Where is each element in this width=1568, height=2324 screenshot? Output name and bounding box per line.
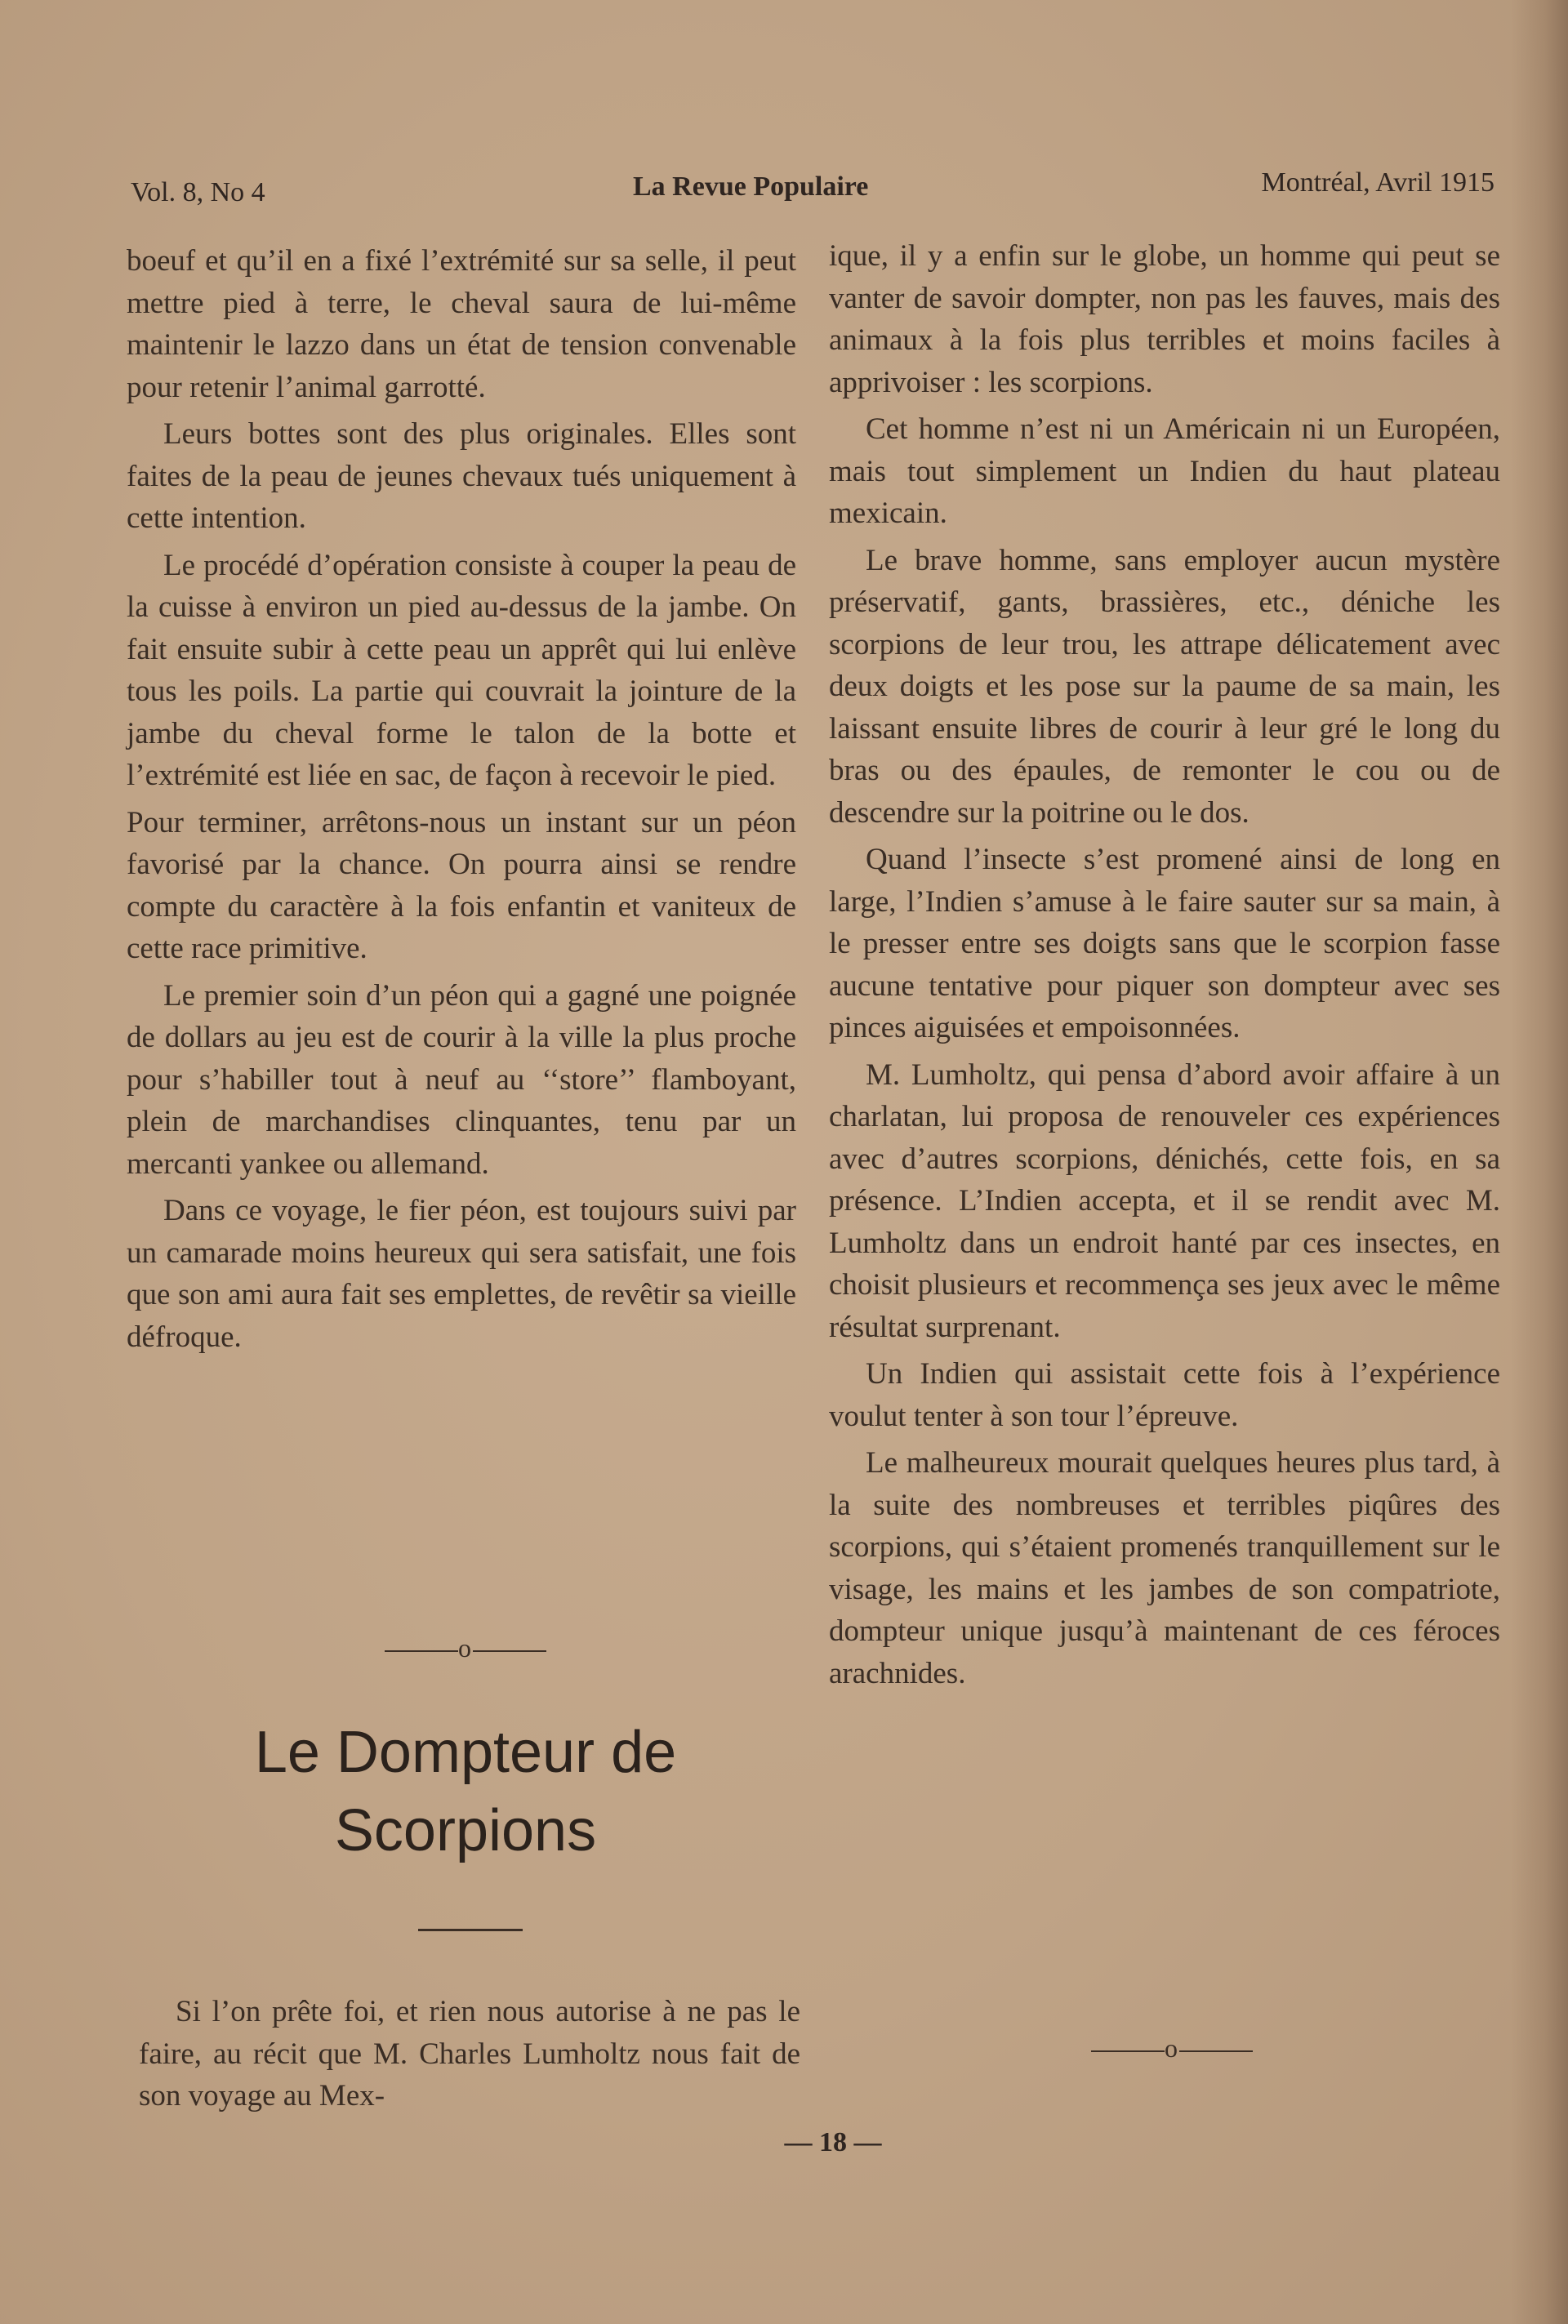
page-edge-shadow: [1511, 0, 1568, 2324]
publication-title: La Revue Populaire: [633, 171, 869, 202]
separator-rule-right: [1179, 2050, 1253, 2052]
right-column: [829, 235, 1500, 1694]
right-section-separator: [1058, 2033, 1286, 2064]
left-paragraph-3: Le procédé d’opération consiste à couper la peau de la cuisse à environ un pied au-dessus de la jambe. On fait ensuite subir à cette peau un apprêt qui lui enlève tous les poils. La partie qui couvrait la jointure de la jambe du cheval forme le talon de la botte et l’extrémité est liée en sac, de façon à recevoir le pied.: [127, 548, 796, 792]
page-header: [131, 167, 1494, 216]
right-paragraph-7: Le malheureux mourait quelques heures plus tard, à la suite des nombreuses et terribles piqûres des scorpions, qui s’étaient promenés tranquillement sur le visage, les mains et les jambes de son compatriote, dompteur unique jusqu’à maintenant de ces féroces arachnides.: [829, 1446, 1500, 1690]
volume-number: Vol. 8, No 4: [131, 177, 265, 207]
left-paragraph-5: Le premier soin d’un péon qui a gagné une poignée de dollars au jeu est de courir à la ville la plus proche pour s’habiller tout à neuf au ‘‘store’’ flamboyant, plein de marchandises clinquantes, tenu par un mercanti yankee ou allemand.: [127, 978, 796, 1181]
article-intro-column: [139, 1991, 800, 2117]
page-footer: — 18 —: [784, 2127, 882, 2157]
right-paragraph-5: M. Lumholtz, qui pensa d’abord avoir affaire à un charlatan, lui proposa de renouveler ces expériences avec d’autres scorpions, dénichés, cette fois, en sa présence. L’Indien accepta, et il se rendit avec M. Lumholtz dans un endroit hanté par ces insectes, en choisit plusieurs et recommença ses jeux avec le même résultat surprenant.: [829, 1057, 1500, 1344]
right-paragraph-2: Cet homme n’est ni un Américain ni un Européen, mais tout simplement un Indien du haut plateau mexicain.: [829, 412, 1500, 530]
title-underline: [418, 1929, 523, 1931]
page-number: 18: [819, 2127, 847, 2157]
separator-mark: o: [458, 1633, 473, 1663]
left-paragraph-6: Dans ce voyage, le fier péon, est toujours suivi par un camarade moins heureux qui sera satisfait, une fois que son ami aura fait ses emplettes, de revêtir sa vieille défroque.: [127, 1194, 796, 1354]
right-paragraph-6: Un Indien qui assistait cette fois à l’expérience voulut tenter à son tour l’épreuve.: [829, 1357, 1500, 1433]
separator-rule-left: [385, 1650, 458, 1652]
left-paragraph-1: boeuf et qu’il en a fixé l’extrémité sur sa selle, il peut mettre pied à terre, le cheval saura de lui-même maintenir le lazzo dans un état de tension convenable pour retenir l’animal garrotté.: [127, 244, 796, 404]
right-paragraph-4: Quand l’insecte s’est promené ainsi de long en large, l’Indien s’amuse à le faire sauter sur sa main, à le presser entre ses doigts sans que le scorpion fasse aucune tentative pour piquer son dompteur avec ses pinces aiguisées et empoisonnées.: [829, 843, 1500, 1044]
left-paragraph-4: Pour terminer, arrêtons-nous un instant sur un péon favorisé par la chance. On pourra ainsi se rendre compte du caractère à la fois enfantin et vaniteux de cette race primitive.: [127, 805, 796, 965]
left-section-separator: [351, 1633, 580, 1663]
article-intro: Si l’on prête foi, et rien nous autorise à ne pas le faire, au récit que M. Charles Lumholtz nous fait de son voyage au Mex-: [139, 1995, 800, 2113]
left-column: [127, 240, 796, 1358]
article-title: [163, 1713, 768, 1870]
left-paragraph-2: Leurs bottes sont des plus originales. Elles sont faites de la peau de jeunes chevaux tués uniquement à cette intention.: [127, 417, 796, 535]
article-title-line-1: Le Dompteur de: [254, 1720, 677, 1785]
right-paragraph-3: Le brave homme, sans employer aucun mystère préservatif, gants, brassières, etc., déniche les scorpions de leur trou, les attrape délicatement avec deux doigts et les pose sur la paume de sa main, les laissant ensuite libres de courir à leur gré le long du bras ou des épaules, de remonter le cou ou de descendre sur la poitrine ou le dos.: [829, 543, 1500, 830]
separator-rule-right: [473, 1650, 546, 1652]
issue-date: Montréal, Avril 1915: [1261, 167, 1494, 198]
separator-mark: o: [1165, 2033, 1179, 2063]
article-title-line-2: Scorpions: [334, 1798, 597, 1863]
right-paragraph-1: ique, il y a enfin sur le globe, un homme qui peut se vanter de savoir dompter, non pas les fauves, mais des animaux à la fois plus terribles et moins faciles à apprivoiser : les scorpions.: [829, 239, 1500, 399]
separator-rule-left: [1091, 2050, 1165, 2052]
